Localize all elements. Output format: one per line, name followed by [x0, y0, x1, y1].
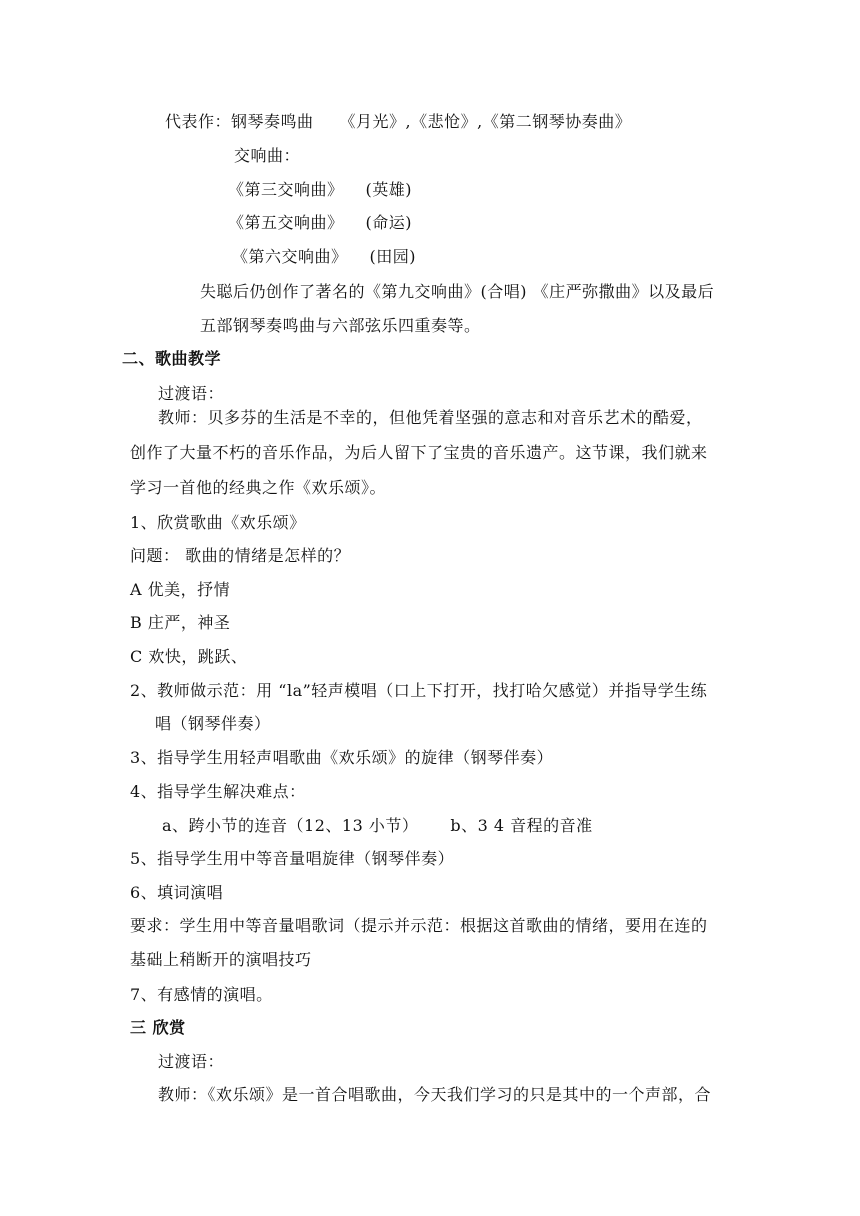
- list-item: 7、有感情的演唱。: [130, 985, 273, 1004]
- list-item: 2、教师做示范：用 “la”轻声模唱（口上下打开，找打哈欠感觉）并指导学生练: [130, 681, 708, 700]
- works-line: [165, 112, 631, 132]
- symphony-3: [228, 180, 412, 200]
- transition-label: 过渡语：: [158, 384, 225, 403]
- question-line: 问题： 歌曲的情绪是怎样的？: [130, 546, 351, 565]
- paragraph-line: 教师：贝多芬的生活是不幸的，但他凭着坚强的意志和对音乐艺术的酷爱，: [158, 408, 703, 427]
- list-item: 6、填词演唱: [130, 883, 224, 902]
- option-a: A 优美，抒情: [130, 580, 231, 599]
- symphony-title: 《第六交响曲》: [232, 247, 348, 266]
- option-b: B 庄严，神圣: [130, 613, 231, 632]
- works-piano: 《月光》,《悲怆》,《第二钢琴协奏曲》: [339, 112, 632, 131]
- symphony-6: [232, 247, 416, 267]
- list-item: 5、指导学生用中等音量唱旋律（钢琴伴奏）: [130, 849, 455, 868]
- transition-label: 过渡语：: [158, 1052, 225, 1071]
- paragraph-line: 创作了大量不朽的音乐作品，为后人留下了宝贵的音乐遗产。这节课，我们就来: [130, 443, 708, 462]
- list-item: 4、指导学生解决难点：: [130, 782, 306, 801]
- difficulty-b: b、3 4 音程的音准: [450, 816, 593, 835]
- list-item: 1、欣赏歌曲《欢乐颂》: [130, 513, 306, 532]
- paragraph-line: 教师：《欢乐颂》是一首合唱歌曲，今天我们学习的只是其中的一个声部，合: [158, 1085, 712, 1104]
- difficulty-a: a、跨小节的连音（12、13 小节）: [162, 816, 419, 835]
- list-item: 3、指导学生用轻声唱歌曲《欢乐颂》的旋律（钢琴伴奏）: [130, 748, 554, 767]
- list-item-continued: 唱（钢琴伴奏）: [155, 714, 271, 733]
- requirement-line: 基础上稍断开的演唱技巧: [130, 950, 312, 969]
- symphony-subtitle: (英雄): [365, 180, 413, 199]
- paragraph-line: 五部钢琴奏鸣曲与六部弦乐四重奏等。: [200, 316, 481, 335]
- difficulty-line: [162, 816, 593, 836]
- section-heading: 三 欣赏: [130, 1018, 186, 1037]
- symphony-title: 《第五交响曲》: [228, 213, 344, 232]
- section-heading: 二、歌曲教学: [122, 349, 222, 368]
- works-label: 代表作：钢琴奏鸣曲: [165, 112, 314, 131]
- option-c: C 欢快，跳跃、: [130, 647, 248, 666]
- paragraph-line: 失聪后仍创作了著名的《第九交响曲》(合唱) 《庄严弥撒曲》以及最后: [200, 282, 715, 301]
- symphony-title: 《第三交响曲》: [228, 180, 344, 199]
- symphony-subtitle: (田园): [369, 247, 417, 266]
- requirement-line: 要求：学生用中等音量唱歌词（提示并示范：根据这首歌曲的情绪，要用在连的: [130, 916, 708, 935]
- symphony-subtitle: (命运): [365, 213, 413, 232]
- paragraph-line: 学习一首他的经典之作《欢乐颂》。: [130, 478, 387, 497]
- symphony-heading: 交响曲：: [234, 146, 301, 165]
- symphony-5: [228, 213, 412, 233]
